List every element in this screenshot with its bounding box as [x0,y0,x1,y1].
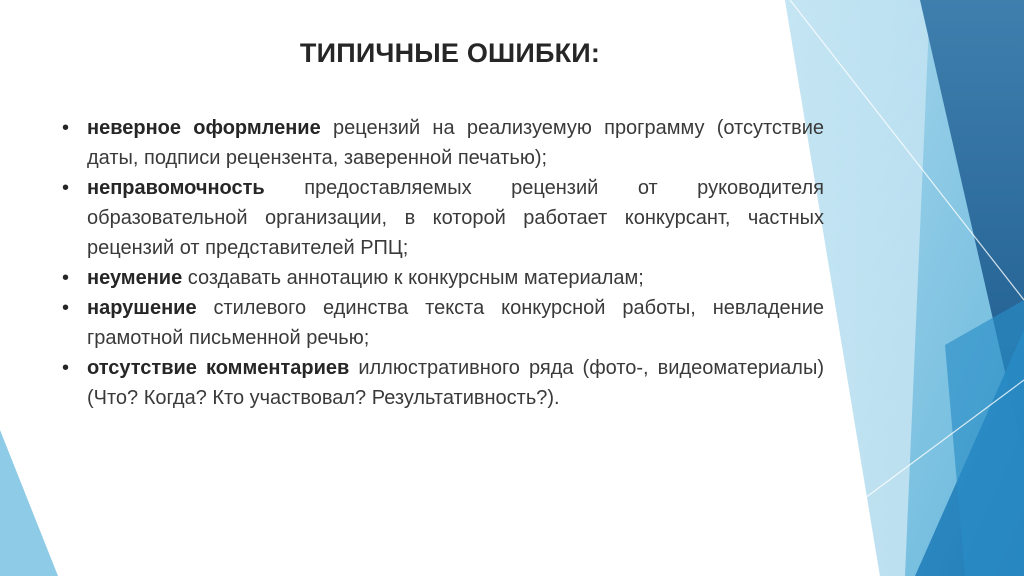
bullet-icon: • [62,177,70,199]
bullet-text: стилевого единства текста конкурсной работы, невладение грамотной письменной речью; [87,297,824,349]
bullet-icon: • [62,297,70,319]
bullet-icon: • [62,357,70,379]
bullet-keyword: неправомочность [87,177,265,199]
bullet-keyword: отсутствие комментариев [87,357,350,379]
bullet-item [62,173,824,263]
bullet-keyword: неверное оформление [87,117,321,139]
decor-bottom-left-triangle [0,430,58,576]
bullet-text: иллюстративного ряда (фото-, видеоматериалы) (Что? Когда? Кто участвовал? Результативность?). [87,357,824,409]
bullet-icon: • [62,117,70,139]
bullet-keyword: нарушение [87,297,197,319]
bullet-list [62,113,824,413]
slide-title: ТИПИЧНЫЕ ОШИБКИ: [299,38,601,68]
bullet-item [62,293,824,353]
bullet-keyword: неумение [87,267,183,289]
bullet-text: создавать аннотацию к конкурсным материалам; [182,267,644,289]
bullet-icon: • [62,267,70,289]
bullet-item [62,263,824,293]
bullet-text: предоставляемых рецензий от руководителя образовательной организации, в которой работает конкурсант, частных рецензий от представителей РПЦ; [87,177,824,259]
bullet-item [62,113,824,173]
bullet-text: рецензий на реализуемую программу (отсутствие даты, подписи рецензента, заверенной печатью); [87,117,824,169]
bullet-item [62,353,824,413]
